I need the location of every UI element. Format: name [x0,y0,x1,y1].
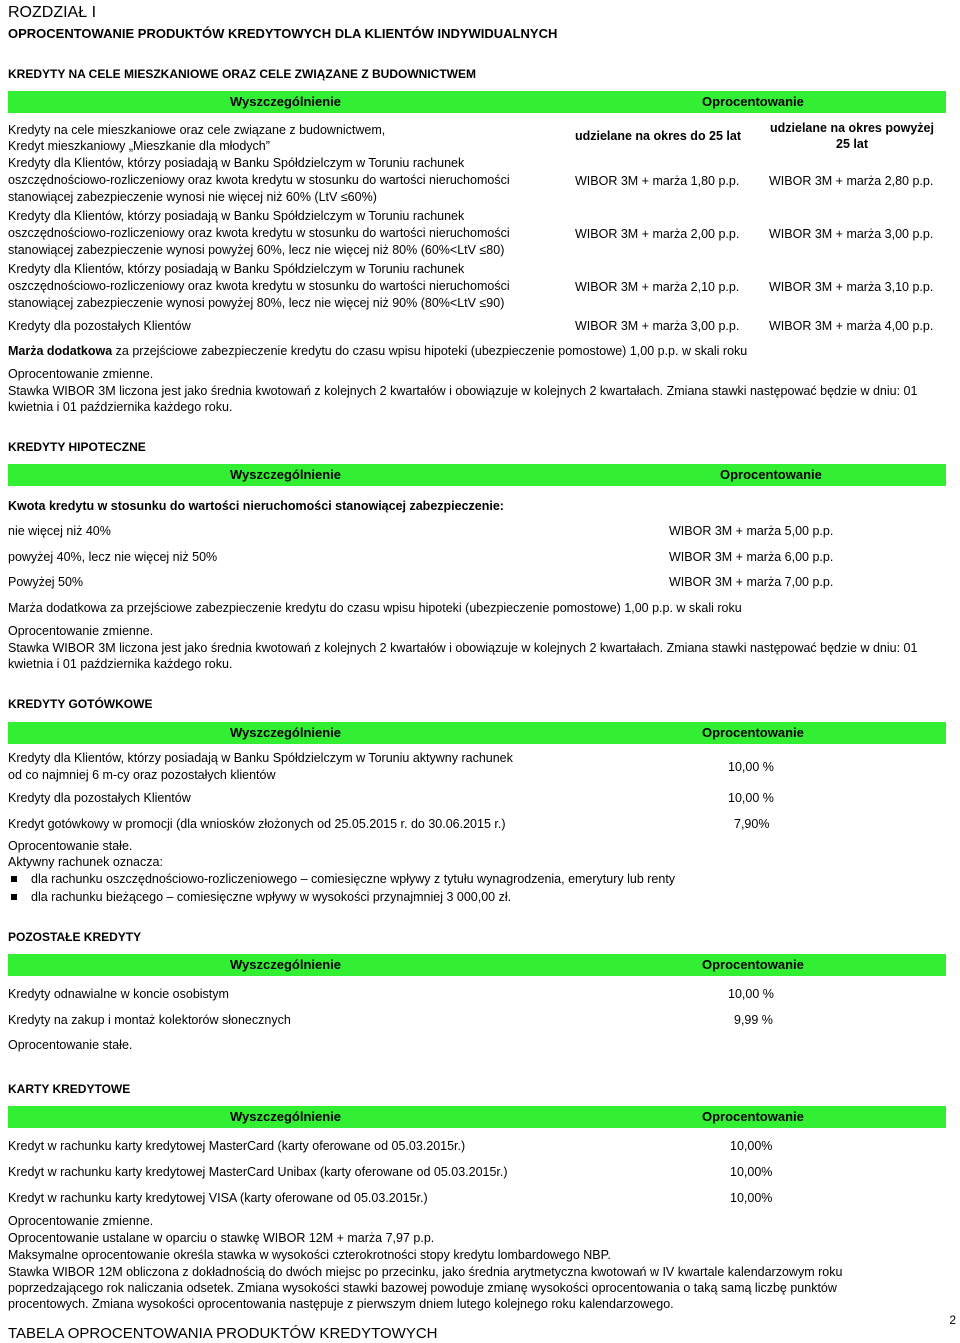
row-text-line: stanowiącej zabezpieczenie wynosi nie więcej niż 60% (LtV ≤60%) [8,190,377,204]
row-label: Kredyt w rachunku karty kredytowej MasterCard (karty oferowane od 05.03.2015r.) [8,1139,466,1153]
header-rate: Oprocentowanie [702,1109,804,1124]
row-rate: 10,00 % [728,987,774,1001]
rate-over-25: WIBOR 3M + marża 4,00 p.p. [769,319,934,333]
table-header [8,954,946,976]
row-label: Kredyt w rachunku karty kredytowej VISA (karty oferowane od 05.03.2015r.) [8,1191,428,1205]
page-number: 2 [949,1313,956,1327]
intro-line-1: Kredyty na cele mieszkaniowe oraz cele związane z budownictwem, [8,123,386,137]
header-spec: Wyszczególnienie [230,94,342,109]
row-label: Kredyt gotówkowy w promocji (dla wniosków złożonych od 25.05.2015 r. do 30.06.2015 r.) [8,817,506,831]
main-title: OPROCENTOWANIE PRODUKTÓW KREDYTOWYCH DLA KLIENTÓW INDYWIDUALNYCH [8,26,558,41]
subheader-over-25-line2: 25 lat [836,137,868,151]
row-rate: 10,00% [730,1191,773,1205]
rate-over-25: WIBOR 3M + marża 3,10 p.p. [769,280,934,294]
bullet-icon [11,894,17,900]
variable-rate-note: Oprocentowanie zmienne. [8,367,154,381]
row-label: nie więcej niż 40% [8,524,111,538]
table-header [8,464,946,486]
row-text-line: Kredyty dla Klientów, którzy posiadają w Banku Spółdzielczym w Toruniu rachunek [8,156,465,170]
rate-up-to-25: WIBOR 3M + marża 2,10 p.p. [575,280,740,294]
row-text-line: Kredyty dla pozostałych Klientów [8,319,191,333]
row-text-line: oszczędnościowo-rozliczeniowy oraz kwota kredytu w stosunku do wartości nieruchomości [8,173,510,187]
max-rate-note: Maksymalne oprocentowanie określa stawka w wysokości czterokrotności stopy kredytu lombardowego NBP. [8,1248,611,1262]
rate-over-25: WIBOR 3M + marża 3,00 p.p. [769,227,934,241]
row-rate: 10,00 % [728,760,774,774]
margin-note: Marża dodatkowa za przejściowe zabezpieczenie kredytu do czasu wpisu hipoteki (ubezpieczenie pomostowe) 1,00 p.p. w skali roku [8,601,742,615]
rate-up-to-25: WIBOR 3M + marża 2,00 p.p. [575,227,740,241]
row-label: Kredyty dla pozostałych Klientów [8,791,191,805]
margin-note-bold: Marża dodatkowa [8,344,113,358]
subheader-up-to-25: udzielane na okres do 25 lat [574,129,742,143]
row-rate: WIBOR 3M + marża 5,00 p.p. [669,524,834,538]
section-title-credit-cards: KARTY KREDYTOWE [8,1082,131,1096]
section-title-mortgage-purpose: KREDYTY NA CELE MIESZKANIOWE ORAZ CELE ZWIĄZANE Z BUDOWNICTWEM [8,67,476,81]
chapter-label: ROZDZIAŁ I [8,4,97,21]
row-text-line: stanowiącej zabezpieczenie wynosi powyżej 80%, lecz nie więcej niż 90% (80%<LtV ≤90) [8,296,505,310]
row-text-line: oszczędnościowo-rozliczeniowy oraz kwota kredytu w stosunku do wartości nieruchomości [8,226,510,240]
section-title-other-loans: POZOSTAŁE KREDYTY [8,930,142,944]
header-rate: Oprocentowanie [702,725,804,740]
bullet-icon [11,876,17,882]
intro-line-2: Kredyt mieszkaniowy „Mieszkanie dla młodych” [8,139,270,153]
row-text-line: oszczędnościowo-rozliczeniowy oraz kwota kredytu w stosunku do wartości nieruchomości [8,279,510,293]
row-rate: 10,00% [730,1165,773,1179]
bullet-item: dla rachunku oszczędnościowo-rozliczeniowego – comiesięczne wpływy z tytułu wynagrodzenia, emerytury lub renty [31,872,676,886]
row-label: Powyżej 50% [8,575,84,589]
fixed-rate-note: Oprocentowanie stałe. [8,1038,133,1052]
row-rate: 9,99 % [734,1013,773,1027]
fixed-rate-note: Oprocentowanie stałe. [8,839,133,853]
header-spec: Wyszczególnienie [230,467,342,482]
header-rate: Oprocentowanie [702,957,804,972]
row-label: Kredyt w rachunku karty kredytowej MasterCard Unibax (karty oferowane od 05.03.2015r.) [8,1165,508,1179]
table-header [8,722,946,744]
row-text-line: Kredyty dla Klientów, którzy posiadają w Banku Spółdzielczym w Toruniu rachunek [8,262,465,276]
footer-title: TABELA OPROCENTOWANIA PRODUKTÓW KREDYTOWYCH [8,1325,438,1342]
rate-up-to-25: WIBOR 3M + marża 3,00 p.p. [575,319,740,333]
row-rate: WIBOR 3M + marża 7,00 p.p. [669,575,834,589]
section-title-mortgage: KREDYTY HIPOTECZNE [8,440,146,454]
row-label: Kredyty na zakup i montaż kolektorów słonecznych [8,1013,291,1027]
rate-up-to-25: WIBOR 3M + marża 1,80 p.p. [575,174,740,188]
row-text-line: od co najmniej 6 m-cy oraz pozostałych klientów [8,768,276,782]
header-spec: Wyszczególnienie [230,725,342,740]
wibor-note: Stawka WIBOR 3M liczona jest jako średnia kwotowań z kolejnych 2 kwartałów i obowiązuje w kolejnych 2 kwartałach. Zmiana stawki następować będzie w dniu: 01 kwietnia i 01 października każdego roku. [8,384,918,414]
row-rate: 7,90% [734,817,770,831]
wibor12-note: Stawka WIBOR 12M obliczona z dokładnością do dwóch miejsc po przecinku, jako średnia arytmetyczna kwotowań w IV kwartale kalendarzowym roku poprzedzającego rok naliczania odsetek. Zmiana wysokości stawki bazowej powoduje zmianę wysokości oprocentowania o taką samą liczbę punktów procentowych. Zmiana wysokości oprocentowania następuje z pierwszym dniem lutego kolejnego roku kalendarzowego. [8,1265,843,1311]
row-label: powyżej 40%, lecz nie więcej niż 50% [8,550,218,564]
margin-note-text: za przejściowe zabezpieczenie kredytu do czasu wpisu hipoteki (ubezpieczenie pomostowe) 1,00 p.p. w skali roku [112,344,748,358]
table-header [8,1106,946,1128]
wibor-note: Stawka WIBOR 3M liczona jest jako średnia kwotowań z kolejnych 2 kwartałów i obowiązuje w kolejnych 2 kwartałach. Zmiana stawki następować będzie w dniu: 01 kwietnia i 01 października każdego roku. [8,641,918,671]
header-spec: Wyszczególnienie [230,1109,342,1124]
ltv-subheader: Kwota kredytu w stosunku do wartości nieruchomości stanowiącej zabezpieczenie: [8,499,504,513]
row-text-line: Kredyty dla Klientów, którzy posiadają w Banku Spółdzielczym w Toruniu aktywny rachunek [8,751,513,765]
variable-rate-note: Oprocentowanie zmienne. [8,624,154,638]
row-label: Kredyty odnawialne w koncie osobistym [8,987,229,1001]
header-spec: Wyszczególnienie [230,957,342,972]
active-account-label: Aktywny rachunek oznacza: [8,855,163,869]
variable-rate-note: Oprocentowanie zmienne. [8,1214,154,1228]
rate-basis-note: Oprocentowanie ustalane w oparciu o stawkę WIBOR 12M + marża 7,97 p.p. [8,1231,435,1245]
header-rate: Oprocentowanie [702,94,804,109]
table-header [8,91,946,113]
header-rate: Oprocentowanie [720,467,822,482]
row-rate: WIBOR 3M + marża 6,00 p.p. [669,550,834,564]
row-rate: 10,00 % [728,791,774,805]
subheader-over-25-line1: udzielane na okres powyżej [770,121,934,135]
bullet-item: dla rachunku bieżącego – comiesięczne wpływy w wysokości przynajmniej 3 000,00 zł. [31,890,512,904]
section-title-cash-loans: KREDYTY GOTÓWKOWE [8,697,153,711]
row-rate: 10,00% [730,1139,773,1153]
row-text-line: Kredyty dla Klientów, którzy posiadają w Banku Spółdzielczym w Toruniu rachunek [8,209,465,223]
margin-note [8,343,747,359]
rate-over-25: WIBOR 3M + marża 2,80 p.p. [769,174,934,188]
row-text-line: stanowiącej zabezpieczenie wynosi powyżej 60%, lecz nie więcej niż 80% (60%<LtV ≤80) [8,243,505,257]
